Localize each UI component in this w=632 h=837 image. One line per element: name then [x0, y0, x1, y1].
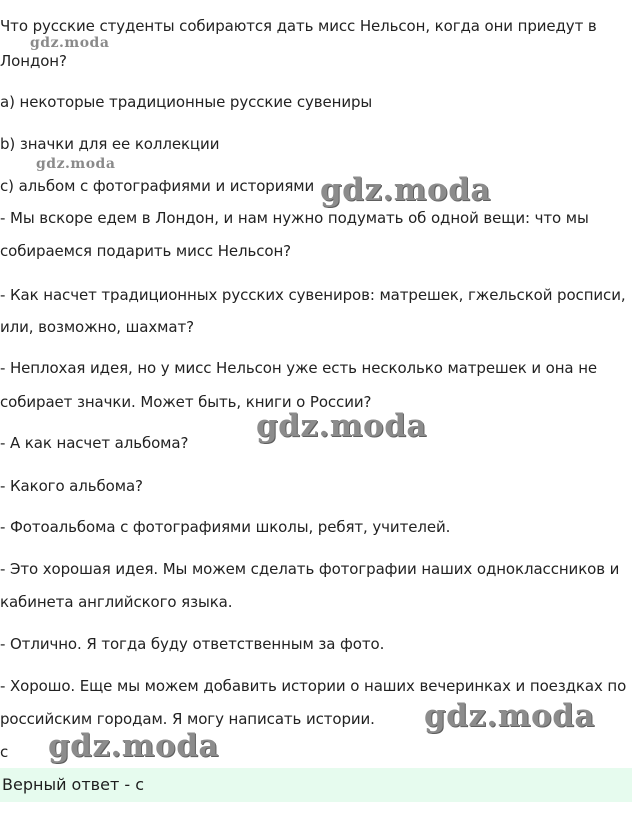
dialogue-line: - Как насчет традиционных русских сувениров: матрешек, гжельской росписи,	[0, 286, 626, 304]
dialogue-line: - А как насчет альбома?	[0, 434, 189, 452]
dialogue-line: - Это хорошая идея. Мы можем сделать фотографии наших одноклассников и	[0, 560, 620, 578]
watermark: gdz.moda	[424, 698, 595, 734]
dialogue-line: собирает значки. Может быть, книги о России?	[0, 393, 372, 411]
dialogue-line: кабинета английского языка.	[0, 593, 233, 611]
watermark: gdz.moda	[320, 172, 491, 208]
dialogue-line: или, возможно, шахмат?	[0, 318, 194, 336]
answer-letter: с	[0, 743, 9, 761]
dialogue-line: - Хорошо. Еще мы можем добавить истории о наших вечеринках и поездках по	[0, 677, 627, 695]
watermark: gdz.moda	[30, 35, 110, 51]
dialogue-line: - Отлично. Я тогда буду ответственным за фото.	[0, 635, 385, 653]
watermark: gdz.moda	[36, 156, 116, 172]
dialogue-line: - Фотоальбома с фотографиями школы, ребят, учителей.	[0, 518, 451, 536]
correct-answer-bar	[0, 768, 632, 802]
dialogue-line: российским городам. Я могу написать истории.	[0, 710, 375, 728]
dialogue-line: собираемся подарить мисс Нельсон?	[0, 242, 292, 260]
correct-answer-text: Верный ответ - с	[2, 775, 144, 794]
option-c: c) альбом с фотографиями и историями	[0, 177, 315, 195]
dialogue-line: - Неплохая идея, но у мисс Нельсон уже есть несколько матрешек и она не	[0, 359, 598, 377]
question-line-2: Лондон?	[0, 52, 67, 70]
dialogue-line: - Какого альбома?	[0, 477, 143, 495]
watermark: gdz.moda	[256, 408, 427, 444]
dialogue-line: - Мы вскоре едем в Лондон, и нам нужно подумать об одной вещи: что мы	[0, 209, 589, 227]
watermark: gdz.moda	[48, 728, 219, 764]
question-line-1: Что русские студенты собираются дать мисс Нельсон, когда они приедут в	[0, 17, 597, 35]
option-b: b) значки для ее коллекции	[0, 135, 220, 153]
option-a: a) некоторые традиционные русские сувениры	[0, 93, 373, 111]
